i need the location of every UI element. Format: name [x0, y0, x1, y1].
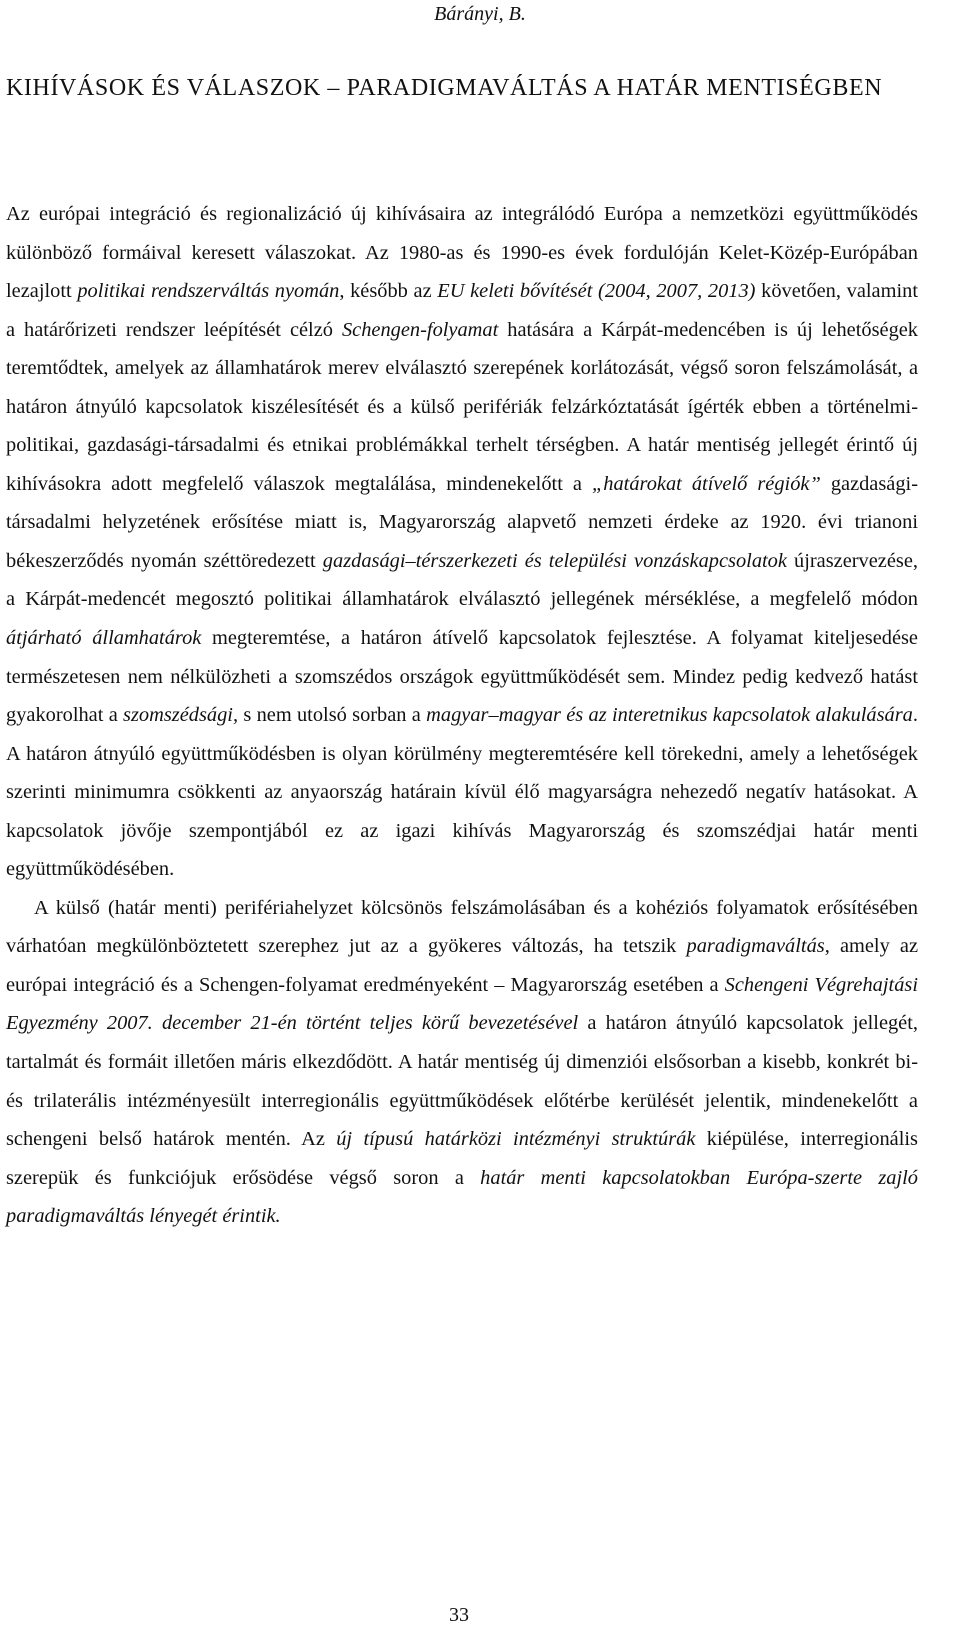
running-head-author: Bárányi, B. [434, 3, 526, 25]
section-title: KIHÍVÁSOK ÉS VÁLASZOK – PARADIGMAVÁLTÁS A HATÁR MENTISÉGBEN [6, 75, 883, 101]
italic-text-run: „határokat átívelő régiók” [591, 472, 821, 495]
text-run: , amely az európai integráció és a Schengen-folyamat eredményeként – Magyarország esetében a [6, 935, 919, 996]
text-run: hatására a Kárpát-medencében is új lehetőségek teremtődtek, amelyek az államhatárok merev elválasztó szerepének korlátozását, végső soron felszámolását, a határon átnyúló kapcsolatok kiszélesítését és a külső perifériák felzárkóztatását ígérték ebben a történelmi-politikai, gazdasági-társadalmi és etnikai problémákkal terhelt térségben. A határ mentiség jellegét érintő új kihívásokra adott megfelelő válaszok megtalálása, mindenekelőtt a [6, 318, 919, 495]
body-text [6, 195, 918, 1236]
italic-text-run: új típusú határközi intézményi struktúrák [336, 1128, 696, 1151]
text-run: . A határon átnyúló együttműködésben is olyan körülmény megteremtésére kell törekedni, amely a lehetőségek szerinti minimumra csökkenti az anyaország határain kívül élő magyarságra nehezedő negatív hatásokat. A kapcsolatok jövője szempontjából ez az igazi kihívás Magyarország és szomszédjai határ menti együttműködésében. [6, 704, 918, 881]
italic-text-run: politikai rendszerváltás nyomán [77, 280, 340, 303]
paragraph [6, 195, 918, 889]
text-run: követően, valamint a határőrizeti rendszer leépítését célzó [6, 280, 918, 341]
page-number: 33 [449, 1604, 469, 1626]
italic-text-run: paradigmaváltás [686, 935, 825, 958]
italic-text-run: EU keleti bővítését (2004, 2007, 2013) [437, 280, 756, 303]
italic-text-run: Schengeni Végrehajtási Egyezmény 2007. december 21-én történt teljes körű bevezetésével [6, 973, 918, 1035]
italic-text-run: átjárható államhatárok [6, 627, 202, 650]
text-run: kiépülése, interregionális szerepük és funkciójuk erősödése végső soron a [6, 1128, 918, 1189]
italic-text-run: magyar–magyar és az interetnikus kapcsolatok alakulására [426, 704, 913, 727]
text-run: Az európai integráció és regionalizáció új kihívásaira az integrálódó Európa a nemzetközi együttműködés különböző formáival keresett válaszokat. Az 1980-as és 1990-es évek fordulóján Kelet-Közép-Európában lezajlott [6, 203, 918, 303]
italic-text-run: gazdasági–térszerkezeti és települési vonzáskapcsolatok [322, 549, 787, 572]
text-run: megteremtése, a határon átívelő kapcsolatok fejlesztése. A folyamat kiteljesedése természetesen nem nélkülözheti a szomszédos országok együttműködését sem. Mindez pedig kedvező hatást gyakorolhat a [6, 627, 918, 727]
text-run: gazdasági-társadalmi helyzetének erősítése miatt is, Magyarország alapvető nemzeti érdeke az 1920. évi trianoni békeszerződés nyomán széttöredezett [6, 472, 918, 572]
italic-text-run: határ menti kapcsolatokban Európa-szerte zajló paradigmaváltás lényegét érintik. [6, 1166, 918, 1228]
italic-text-run: Schengen-folyamat [341, 318, 499, 341]
text-run: s nem utolsó sorban a [238, 704, 427, 727]
paragraph [6, 889, 918, 1236]
text-run: újraszervezése, a Kárpát-medencét megosztó politikai államhatárok elválasztó jellegének mérséklése, a megfelelő módon [6, 549, 918, 611]
text-run: a határon átnyúló kapcsolatok jellegét, tartalmát és formáit illetően máris elkezdődött. A határ mentiség új dimenziói elsősorban a kisebb, konkrét bi- és trilaterális intézményesült interregionális együttműködések előtérbe kerülését jelentik, mindenekelőtt a schengeni belső határok mentén. Az [6, 1012, 918, 1151]
text-run: A külső (határ menti) perifériahelyzet kölcsönös felszámolásában és a kohéziós folyamatok erősítésében várhatóan megkülönböztetett szerephez jut az a gyökeres változás, ha tetszik [6, 896, 918, 958]
italic-text-run: szomszédsági, [123, 704, 239, 727]
text-run: , később az [339, 280, 438, 303]
